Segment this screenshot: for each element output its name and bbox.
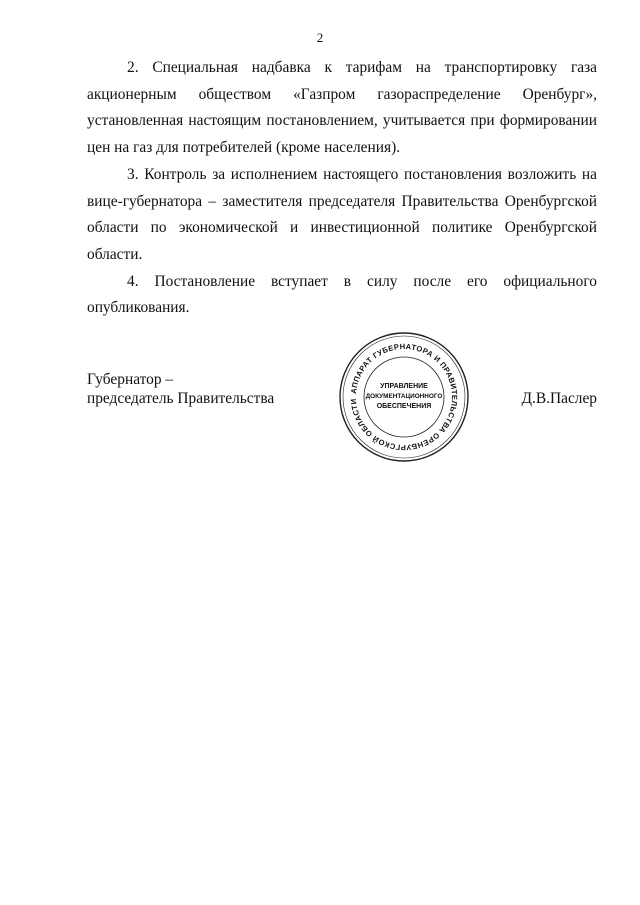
document-body <box>87 55 597 322</box>
official-seal <box>337 330 471 464</box>
paragraph-3: 3. Контроль за исполнением настоящего постановления возложить на вице-губернатора – заместителя председателя Правительства Оренбургской области по экономической и инвестиционной политике Оренбургской области. <box>87 165 597 263</box>
seal-graphic <box>337 330 471 464</box>
paragraph-2: 2. Специальная надбавка к тарифам на транспортировку газа акционерным обществом «Газпром газораспределение Оренбург», установленная настоящим постановлением, учитывается при формировании цен на газ для потребителей (кроме населения). <box>87 59 597 157</box>
seal-ring-text: АППАРАТ ГУБЕРНАТОРА И ПРАВИТЕЛЬСТВА ОРЕНБУРГСКОЙ ОБЛАСТИ <box>348 341 460 453</box>
signatory-name: Д.В.Паслер <box>521 390 597 407</box>
seal-center-line2: ДОКУМЕНТАЦИОННОГО <box>365 393 443 400</box>
signatory-position-line1: Губернатор – <box>87 371 174 388</box>
seal-center-line1: УПРАВЛЕНИЕ <box>380 383 428 390</box>
page-number: 2 <box>316 30 324 45</box>
paragraph-4: 4. Постановление вступает в силу после его официального опубликования. <box>87 272 597 317</box>
signatory-position <box>87 370 274 408</box>
signatory-position-line2: председатель Правительства <box>87 390 275 407</box>
seal-center-line3: ОБЕСПЕЧЕНИЯ <box>376 403 432 410</box>
